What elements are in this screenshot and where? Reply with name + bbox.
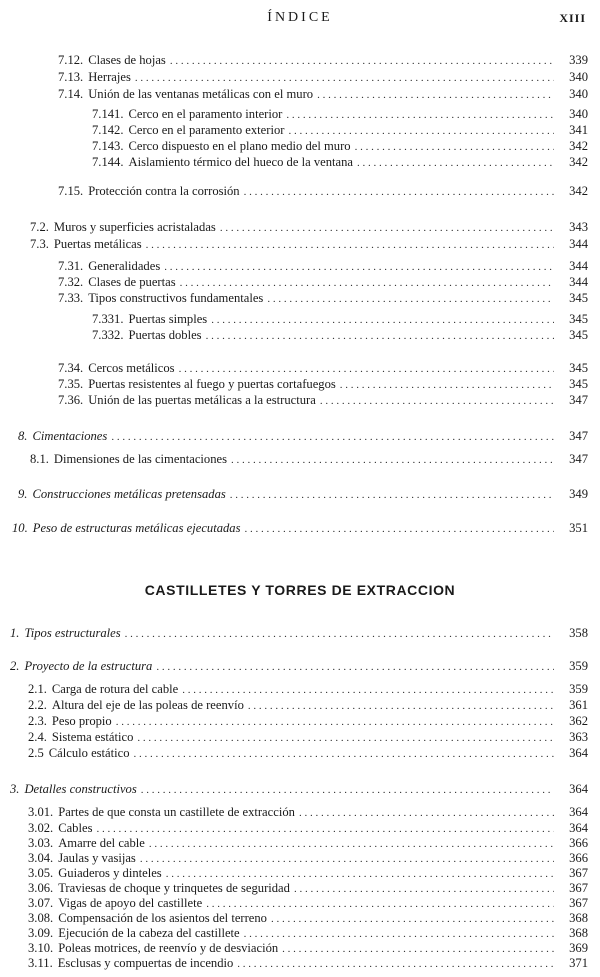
toc-entry-title: Ejecución de la cabeza del castillete	[58, 926, 240, 940]
toc-entry-page: 342	[569, 139, 588, 153]
toc-entry-number: 3.06.	[28, 881, 54, 895]
dot-leader	[125, 626, 554, 642]
dot-leader	[267, 291, 554, 307]
toc-entry-title: Dimensiones de las cimentaciones	[53, 452, 228, 466]
toc-entry-number: 3.04.	[28, 851, 54, 865]
toc-entry-number: 7.15.	[58, 184, 84, 198]
toc-entry-page: 371	[569, 956, 588, 970]
toc-entry	[28, 955, 588, 972]
dot-leader	[248, 698, 554, 714]
toc-entry-title: Vigas de apoyo del castillete	[58, 896, 203, 910]
toc-entry	[12, 520, 588, 537]
toc-entry-page: 351	[569, 521, 588, 535]
toc-entry-number: 7.33.	[58, 291, 84, 305]
dot-leader	[299, 805, 554, 821]
toc-entry	[58, 392, 588, 409]
toc-entry-number: 7.141.	[92, 107, 124, 121]
dot-leader	[180, 275, 554, 291]
toc-entry-page: 362	[569, 714, 588, 728]
toc-entry-number: 7.35.	[58, 377, 84, 391]
toc-entry-page: 368	[569, 911, 588, 925]
dot-leader	[231, 452, 554, 468]
toc-entry-page: 341	[569, 123, 588, 137]
toc-entry-page: 342	[569, 155, 588, 169]
toc-entry-title: Protección contra la corrosión	[88, 184, 240, 198]
toc-entry-number: 1.	[10, 626, 20, 640]
toc-entry-number: 9.	[18, 487, 28, 501]
toc-entry-page: 366	[569, 851, 588, 865]
toc-entry	[92, 327, 588, 344]
page-header-title: ÍNDICE	[267, 10, 333, 25]
toc-entry-number: 7.143.	[92, 139, 124, 153]
toc-entry-number: 7.34.	[58, 361, 84, 375]
toc-entry-number: 7.142.	[92, 123, 124, 137]
toc-entry-number: 2.5	[28, 746, 44, 760]
toc-entry-number: 8.	[18, 429, 28, 443]
toc-entry-title: Jaulas y vasijas	[58, 851, 136, 865]
toc-entry	[58, 360, 588, 377]
toc-entry	[58, 290, 588, 307]
toc-entry-title: Partes de que consta un castillete de extracción	[58, 805, 295, 819]
toc-entry-title: Tipos estructurales	[24, 626, 121, 640]
toc-entry-page: 361	[569, 698, 588, 712]
toc-entry-title: Clases de hojas	[88, 53, 166, 67]
toc-entry-page: 349	[569, 487, 588, 501]
toc-entry-page: 367	[569, 881, 588, 895]
toc-entry-page: 359	[569, 659, 588, 673]
toc-entry-title: Unión de las puertas metálicas a la estructura	[88, 393, 316, 407]
dot-leader	[156, 659, 554, 675]
toc-entry-title: Carga de rotura del cable	[51, 682, 179, 696]
toc-entry-page: 344	[569, 275, 588, 289]
toc-entry-number: 2.4.	[28, 730, 47, 744]
toc-entry-title: Puertas dobles	[128, 328, 202, 342]
toc-entry-title: Detalles constructivos	[24, 782, 137, 796]
toc-entry-title: Tipos constructivos fundamentales	[88, 291, 264, 305]
toc-entry-number: 3.03.	[28, 836, 54, 850]
toc-entry	[28, 804, 588, 821]
toc-entry-number: 3.08.	[28, 911, 54, 925]
toc-entry-page: 345	[569, 377, 588, 391]
toc-entry-page: 347	[569, 429, 588, 443]
toc-entry-title: Puertas metálicas	[53, 237, 142, 251]
toc-entry-page: 363	[569, 730, 588, 744]
dot-leader	[244, 184, 554, 200]
dot-leader	[286, 107, 554, 123]
toc-entry-title: Construcciones metálicas pretensadas	[32, 487, 226, 501]
toc-entry	[28, 697, 588, 714]
dot-leader	[317, 87, 554, 103]
toc-entry-number: 3.07.	[28, 896, 54, 910]
toc-entry	[30, 451, 588, 468]
toc-entry-number: 8.1.	[30, 452, 49, 466]
toc-entry	[28, 713, 588, 730]
toc-entry	[10, 781, 588, 798]
toc-entry-number: 3.05.	[28, 866, 54, 880]
toc-entry-number: 7.332.	[92, 328, 124, 342]
toc-entry	[58, 86, 588, 103]
toc-entry-number: 3.11.	[28, 956, 53, 970]
toc-entry-page: 364	[569, 746, 588, 760]
toc-entry-title: Cálculo estático	[48, 746, 130, 760]
toc-entry-page: 364	[569, 782, 588, 796]
toc-entry-title: Peso de estructuras metálicas ejecutadas	[32, 521, 241, 535]
toc-entry-page: 367	[569, 866, 588, 880]
toc-entry-number: 3.10.	[28, 941, 54, 955]
toc-entry-title: Generalidades	[88, 259, 161, 273]
toc-entry-title: Cables	[58, 821, 93, 835]
toc-entry-number: 7.13.	[58, 70, 84, 84]
toc-entry-title: Puertas simples	[128, 312, 208, 326]
dot-leader	[134, 746, 554, 762]
dot-leader	[182, 682, 554, 698]
dot-leader	[137, 730, 554, 746]
toc-entry-title: Compensación de los asientos del terreno	[58, 911, 267, 925]
toc-entry-title: Aislamiento térmico del hueco de la ventana	[128, 155, 353, 169]
toc-entry	[92, 311, 588, 328]
dot-leader	[237, 956, 554, 972]
toc-entry-number: 10.	[12, 521, 28, 535]
page-number: XIII	[559, 11, 586, 25]
toc-entry-number: 7.31.	[58, 259, 84, 273]
dot-leader	[340, 377, 554, 393]
dot-leader	[206, 328, 554, 344]
toc-entry-number: 7.12.	[58, 53, 84, 67]
toc-entry-page: 359	[569, 682, 588, 696]
dot-leader	[135, 70, 554, 86]
toc-entry-title: Cerco dispuesto en el plano medio del muro	[128, 139, 351, 153]
toc-entry	[18, 428, 588, 445]
toc-entry	[58, 258, 588, 275]
toc-entry	[30, 219, 588, 236]
toc-entry-number: 7.32.	[58, 275, 84, 289]
toc-entry	[10, 625, 588, 642]
toc-entry-title: Cerco en el paramento interior	[128, 107, 283, 121]
toc-entry-number: 7.3.	[30, 237, 49, 251]
dot-leader	[170, 53, 554, 69]
toc-entry-number: 3.01.	[28, 805, 54, 819]
toc-entry-page: 358	[569, 626, 588, 640]
dot-leader	[288, 123, 554, 139]
toc-entry-number: 2.2.	[28, 698, 47, 712]
toc-entry-number: 2.	[10, 659, 20, 673]
toc-entry	[58, 52, 588, 69]
toc-entry-page: 364	[569, 805, 588, 819]
toc-entry	[92, 138, 588, 155]
toc-entry-title: Esclusas y compuertas de incendio	[57, 956, 234, 970]
toc-entry-page: 344	[569, 259, 588, 273]
dot-leader	[357, 155, 554, 171]
toc-entry-title: Cimentaciones	[32, 429, 108, 443]
toc-entry	[92, 122, 588, 139]
dot-leader	[164, 259, 554, 275]
dot-leader	[111, 429, 554, 445]
toc-entry-number: 7.36.	[58, 393, 84, 407]
toc-entry-title: Puertas resistentes al fuego y puertas cortafuegos	[88, 377, 336, 391]
toc-entry-page: 347	[569, 393, 588, 407]
toc-entry-title: Amarre del cable	[58, 836, 145, 850]
toc-entry-title: Clases de puertas	[88, 275, 176, 289]
dot-leader	[245, 521, 554, 537]
toc-entry-title: Herrajes	[88, 70, 131, 84]
dot-leader	[116, 714, 554, 730]
toc-entry-number: 3.09.	[28, 926, 54, 940]
toc-entry-number: 3.02.	[28, 821, 54, 835]
toc-entry-page: 344	[569, 237, 588, 251]
toc-entry-page: 340	[569, 70, 588, 84]
toc-entry-title: Peso propio	[51, 714, 112, 728]
toc-entry-title: Poleas motrices, de reenvío y de desviación	[58, 941, 279, 955]
toc-entry-page: 347	[569, 452, 588, 466]
toc-entry-page: 368	[569, 926, 588, 940]
toc-entry-page: 364	[569, 821, 588, 835]
toc-entry-title: Guiaderos y dinteles	[58, 866, 162, 880]
toc-entry	[58, 376, 588, 393]
toc-entry-page: 340	[569, 107, 588, 121]
toc-entry-title: Cerco en el paramento exterior	[128, 123, 285, 137]
toc-entry-number: 7.2.	[30, 220, 49, 234]
toc-entry-number: 2.3.	[28, 714, 47, 728]
running-head	[0, 8, 600, 32]
toc-entry	[92, 106, 588, 123]
dot-leader	[146, 237, 554, 253]
dot-leader	[179, 361, 554, 377]
toc-entry	[92, 154, 588, 171]
toc-entry-page: 369	[569, 941, 588, 955]
toc-entry	[58, 183, 588, 200]
dot-leader	[355, 139, 554, 155]
toc-entry	[28, 745, 588, 762]
toc-entry-page: 345	[569, 361, 588, 375]
toc-entry	[28, 729, 588, 746]
toc-entry	[58, 274, 588, 291]
toc-entry-number: 7.14.	[58, 87, 84, 101]
dot-leader	[211, 312, 554, 328]
dot-leader	[320, 393, 554, 409]
toc-entry-page: 366	[569, 836, 588, 850]
toc-entry-page: 343	[569, 220, 588, 234]
toc-entry-page: 345	[569, 291, 588, 305]
toc-entry-page: 342	[569, 184, 588, 198]
dot-leader	[141, 782, 554, 798]
dot-leader	[220, 220, 554, 236]
toc-entry-page: 345	[569, 328, 588, 342]
toc-entry-number: 7.331.	[92, 312, 124, 326]
toc-entry-title: Traviesas de choque y trinquetes de seguridad	[58, 881, 290, 895]
toc-entry	[10, 658, 588, 675]
toc-entry-number: 2.1.	[28, 682, 47, 696]
toc-entry-page: 339	[569, 53, 588, 67]
toc-entry-title: Unión de las ventanas metálicas con el muro	[88, 87, 314, 101]
toc-entry-number: 3.	[10, 782, 20, 796]
toc-entry-title: Altura del eje de las poleas de reenvío	[51, 698, 244, 712]
toc-entry-title: Proyecto de la estructura	[24, 659, 153, 673]
toc-entry-number: 7.144.	[92, 155, 124, 169]
toc-entry	[58, 69, 588, 86]
toc-entry-title: Muros y superficies acristaladas	[53, 220, 216, 234]
toc-entry-page: 367	[569, 896, 588, 910]
toc-entry-title: Cercos metálicos	[88, 361, 175, 375]
toc-entry-page: 345	[569, 312, 588, 326]
toc-entry	[30, 236, 588, 253]
dot-leader	[230, 487, 554, 503]
toc-entry-page: 340	[569, 87, 588, 101]
toc-entry-title: Sistema estático	[51, 730, 134, 744]
section-heading: CASTILLETES Y TORRES DE EXTRACCION	[144, 582, 456, 598]
toc-entry	[28, 681, 588, 698]
toc-entry	[18, 486, 588, 503]
